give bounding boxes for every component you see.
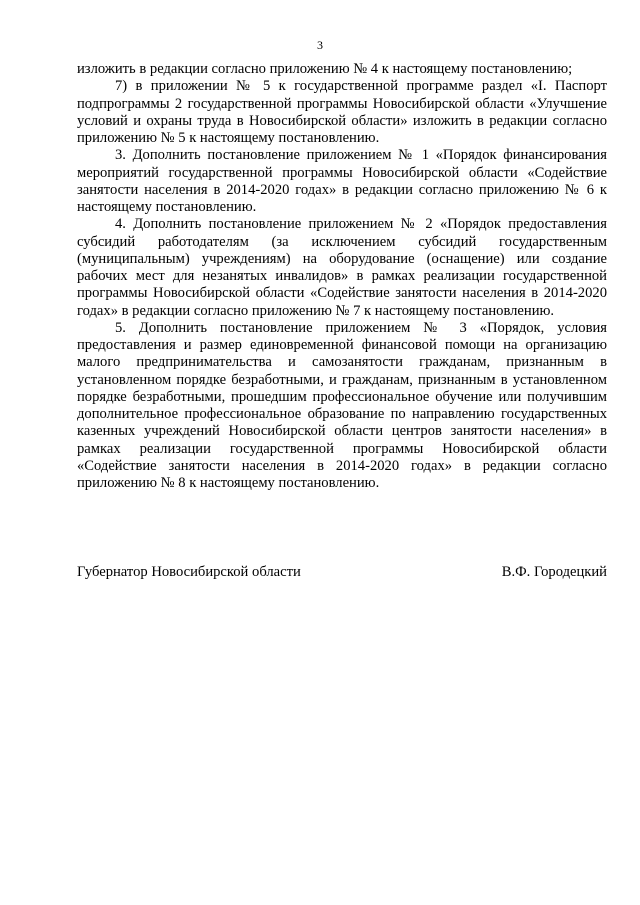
paragraph-item-5: 5. Дополнить постановление приложением № 3 «Порядок, условия предоставления и размер единовременной финансовой помощи на организацию малого предпринимательства и самозанятости гражданам, признанным в установленном порядке безработными, и гражданам, признанным в установленном порядке безработными, прошедшим профессиональное обучение или получившим дополнительное профессиональное образование по направлению государственных казенных учреждений Новосибирской области центров занятости населения» в рамках реализации государственной программы Новосибирской области «Содействие занятости населения в 2014-2020 годах» в редакции согласно приложению № 8 к настоящему постановлению. [77,319,607,491]
signatory-name: В.Ф. Городецкий [501,564,607,580]
paragraph-item-4: 4. Дополнить постановление приложением № 2 «Порядок предоставления субсидий работодателям (за исключением субсидий государственным (муниципальным) учреждениям) на оборудование (оснащение) или создание рабочих мест для незанятых инвалидов» в рамках реализации государственной программы Новосибирской области «Содействие занятости населения в 2014-2020 годах» в редакции согласно приложению № 7 к настоящему постановлению. [77,216,607,319]
paragraph-continuation: изложить в редакции согласно приложению № 4 к настоящему постановлению; [77,61,573,77]
paragraph-item-7: 7) в приложении № 5 к государственной программе раздел «I. Паспорт подпрограммы 2 государственной программы Новосибирской области «Улучшение условий и охраны труда в Новосибирской области» изложить в редакции согласно приложению № 5 к настоящему постановлению. [77,78,607,146]
signatory-title: Губернатор Новосибирской области [77,564,301,580]
document-body [77,61,607,492]
paragraph-item-3: 3. Дополнить постановление приложением № 1 «Порядок финансирования мероприятий государственной программы Новосибирской области «Содействие занятости населения в 2014-2020 годах» в редакции согласно приложению № 6 к настоящему постановлению. [77,147,607,215]
page-number: 3 [317,38,323,52]
